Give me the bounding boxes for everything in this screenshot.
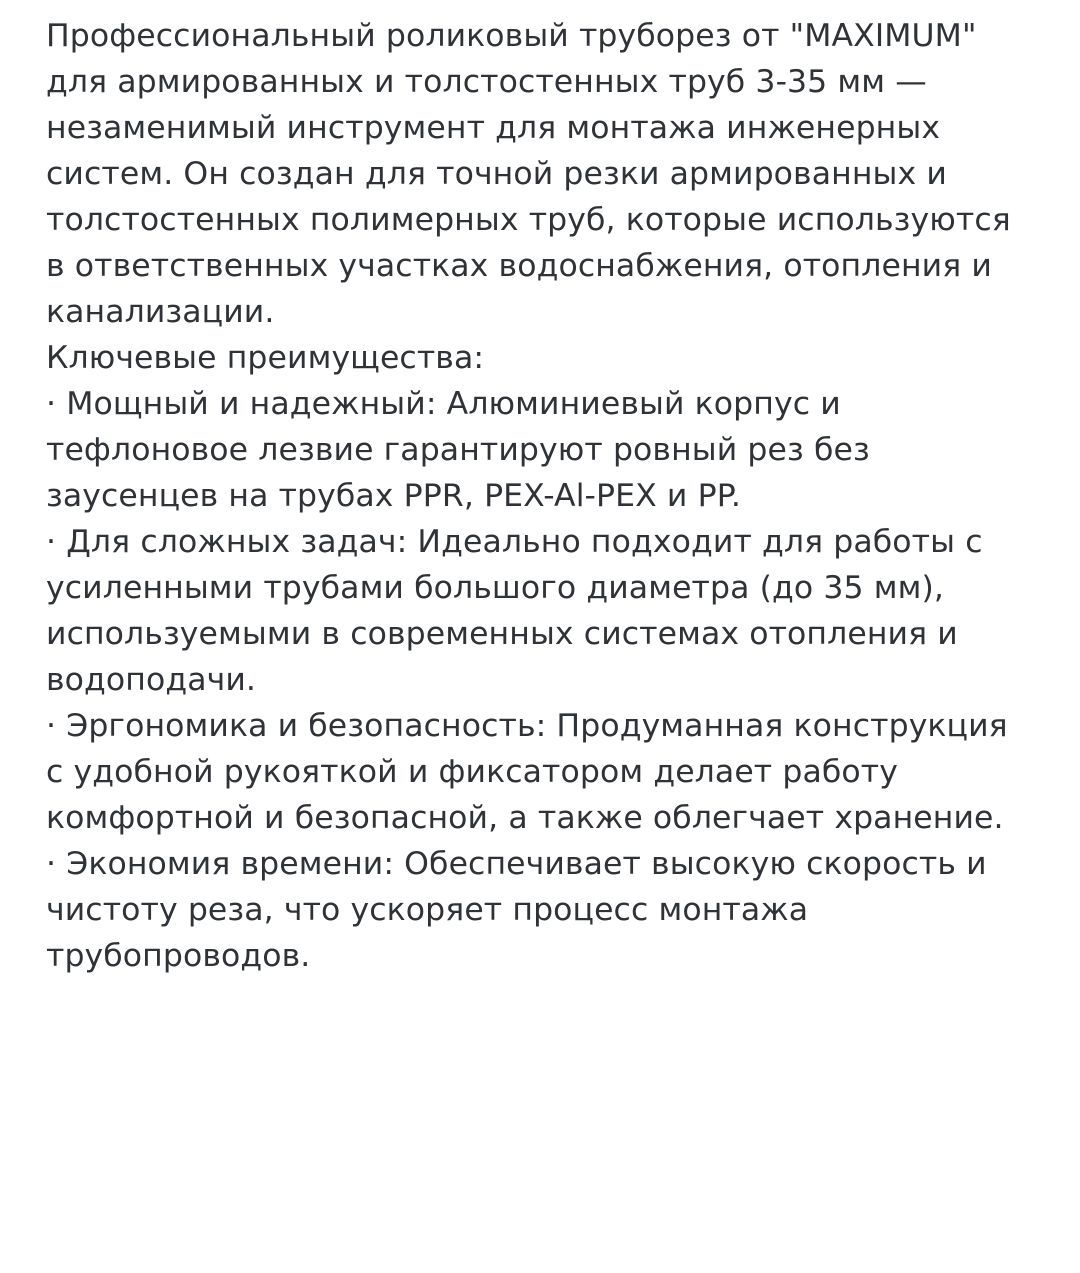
benefit-item: · Для сложных задач: Идеально подходит для работы с усиленными трубами большого диаметра (до 35 мм), используемыми в современных системах отопления и водоподачи. xyxy=(46,523,983,698)
benefit-item: · Мощный и надежный: Алюминиевый корпус и тефлоновое лезвие гарантируют ровный рез без заусенцев на трубах PPR, PEX-Al-PEX и PP. xyxy=(46,385,870,514)
product-description-block xyxy=(46,14,1028,980)
benefit-item: · Экономия времени: Обеспечивает высокую скорость и чистоту реза, что ускоряет процесс монтажа трубопроводов. xyxy=(46,845,987,974)
benefits-heading: Ключевые преимущества: xyxy=(46,339,485,376)
intro-paragraph: Профессиональный роликовый труборез от "MAXIMUM" для армированных и толстостенных труб 3-35 мм — незаменимый инструмент для монтажа инженерных систем. Он создан для точной резки армированных и толстостенных полимерных труб, которые используются в ответственных участках водоснабжения, отопления и канализации. xyxy=(46,18,1011,330)
benefit-item: · Эргономика и безопасность: Продуманная конструкция с удобной рукояткой и фиксатором делает работу комфортной и безопасной, а также облегчает хранение. xyxy=(46,707,1008,836)
